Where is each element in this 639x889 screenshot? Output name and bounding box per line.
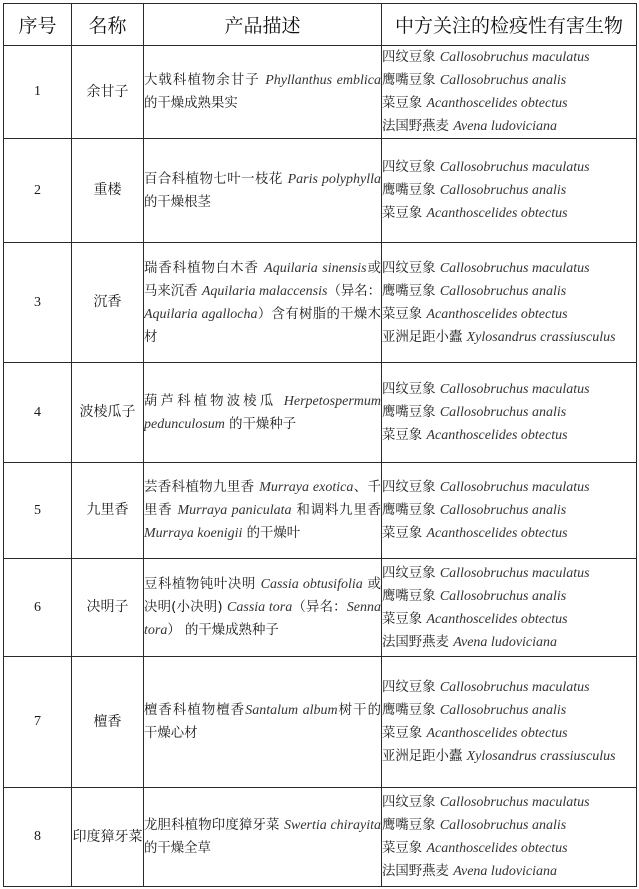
quarantine-pest-table <box>3 3 637 887</box>
description-text: （异名： <box>292 600 347 615</box>
pest-latin-name: Callosobruchus analis <box>439 818 567 833</box>
product-description-cell <box>144 243 382 363</box>
pest-item <box>382 257 636 280</box>
pest-item <box>382 378 636 401</box>
header-name: 名称 <box>72 4 144 46</box>
pest-chinese-name: 菜豆象 <box>382 611 423 627</box>
serial-number-cell: 6 <box>4 559 72 657</box>
pest-latin-name: Callosobruchus analis <box>439 405 567 420</box>
serial-number-cell: 5 <box>4 463 72 559</box>
product-name-cell: 重楼 <box>72 139 144 243</box>
pest-latin-name: Callosobruchus maculatus <box>439 382 590 397</box>
pest-chinese-name: 四纹豆象 <box>382 680 436 695</box>
pest-item <box>382 791 636 814</box>
header-product-description: 产品描述 <box>144 4 382 46</box>
product-name-cell: 九里香 <box>72 463 144 559</box>
serial-number-cell: 8 <box>4 788 72 887</box>
pest-latin-name: Callosobruchus analis <box>439 283 567 299</box>
description-text: 檀香科植物檀香 <box>144 703 246 718</box>
pest-chinese-name: 菜豆象 <box>382 428 423 443</box>
pest-latin-name: Xylosandrus crassiusculus <box>466 329 616 345</box>
quarantine-pests-cell <box>382 788 637 887</box>
serial-number-cell: 4 <box>4 363 72 463</box>
pest-item <box>382 202 636 225</box>
pest-item <box>382 424 636 447</box>
pest-latin-name: Callosobruchus maculatus <box>439 160 590 175</box>
pest-item <box>382 631 636 654</box>
pest-latin-name: Callosobruchus analis <box>439 73 567 88</box>
description-text: 瑞香科植物白木香 <box>144 260 265 276</box>
pest-item <box>382 860 636 883</box>
pest-chinese-name: 四纹豆象 <box>382 382 436 397</box>
description-text: 和调料九里香 <box>291 503 381 518</box>
product-name-cell: 檀香 <box>72 657 144 788</box>
description-text: 的干燥根茎 <box>144 194 211 210</box>
pest-latin-name: Callosobruchus analis <box>439 183 567 198</box>
table-row <box>4 363 637 463</box>
pest-item <box>382 608 636 631</box>
pest-chinese-name: 法国野燕麦 <box>382 634 449 650</box>
pest-item <box>382 722 636 745</box>
description-text: （异名： <box>327 283 381 299</box>
table-row <box>4 788 637 887</box>
description-text: 芸香科植物九里香 <box>144 480 260 495</box>
pest-chinese-name: 法国野燕麦 <box>382 119 449 134</box>
pest-chinese-name: 菜豆象 <box>382 96 423 111</box>
pest-item <box>382 522 636 545</box>
pest-latin-name: Acanthoscelides obtectus <box>426 726 568 741</box>
pest-item <box>382 499 636 522</box>
pest-latin-name: Callosobruchus maculatus <box>439 480 590 495</box>
latin-name: Murraya paniculata <box>177 503 292 518</box>
description-text: 大戟科植物余甘子 <box>144 73 266 88</box>
pest-chinese-name: 菜豆象 <box>382 206 423 221</box>
pest-latin-name: Acanthoscelides obtectus <box>426 841 568 856</box>
pest-latin-name: Callosobruchus maculatus <box>439 50 590 65</box>
table-row <box>4 463 637 559</box>
pest-chinese-name: 鹰嘴豆象 <box>382 703 436 718</box>
product-description-cell <box>144 46 382 139</box>
latin-name: Cassia tora <box>227 600 293 615</box>
pest-item <box>382 46 636 69</box>
description-text: ） 的干燥成熟种子 <box>167 623 279 638</box>
product-name-cell: 波棱瓜子 <box>72 363 144 463</box>
pest-latin-name: Avena ludoviciana <box>453 119 558 134</box>
latin-name: Paris polyphylla <box>287 171 381 187</box>
pest-item <box>382 156 636 179</box>
pest-latin-name: Avena ludoviciana <box>453 864 558 879</box>
description-text: 的干燥全草 <box>144 841 211 856</box>
pest-latin-name: Callosobruchus analis <box>439 588 567 604</box>
description-text: 百合科植物七叶一枝花 <box>144 171 288 187</box>
pest-latin-name: Xylosandrus crassiusculus <box>466 749 616 764</box>
latin-name: Aquilaria agallocha <box>144 306 258 322</box>
pest-latin-name: Callosobruchus analis <box>439 503 567 518</box>
pest-chinese-name: 菜豆象 <box>382 306 423 322</box>
latin-name: Senna tora <box>144 600 381 638</box>
pest-chinese-name: 鹰嘴豆象 <box>382 73 436 88</box>
pest-item <box>382 476 636 499</box>
table-row <box>4 139 637 243</box>
pest-chinese-name: 四纹豆象 <box>382 160 436 175</box>
product-name-cell: 余甘子 <box>72 46 144 139</box>
quarantine-pests-cell <box>382 139 637 243</box>
latin-name: Murraya exotica <box>259 480 354 495</box>
latin-name: Murraya koenigii <box>144 526 243 541</box>
pest-chinese-name: 法国野燕麦 <box>382 864 449 879</box>
serial-number-cell: 2 <box>4 139 72 243</box>
pest-chinese-name: 菜豆象 <box>382 841 423 856</box>
pest-chinese-name: 四纹豆象 <box>382 795 436 810</box>
product-name-cell: 印度獐牙菜 <box>72 788 144 887</box>
pest-chinese-name: 四纹豆象 <box>382 480 436 495</box>
pest-latin-name: Acanthoscelides obtectus <box>426 526 568 541</box>
pest-chinese-name: 亚洲足距小蠹 <box>382 329 463 345</box>
pest-item <box>382 562 636 585</box>
product-description-cell <box>144 363 382 463</box>
header-serial-number: 序号 <box>4 4 72 46</box>
latin-name: Phyllanthus emblica <box>265 73 381 88</box>
pest-chinese-name: 四纹豆象 <box>382 260 436 276</box>
pest-chinese-name: 亚洲足距小蠹 <box>382 749 463 764</box>
pest-chinese-name: 菜豆象 <box>382 526 423 541</box>
description-text: 的干燥种子 <box>224 416 297 432</box>
header-quarantine-pests: 中方关注的检疫性有害生物 <box>382 4 637 46</box>
pest-chinese-name: 四纹豆象 <box>382 50 436 65</box>
pest-item <box>382 699 636 722</box>
description-text: 树干的干燥心材 <box>144 703 382 741</box>
latin-name: Aquilaria sinensis <box>264 260 367 276</box>
description-text: 或决明(小决明) <box>144 577 381 615</box>
pest-item <box>382 585 636 608</box>
header-row <box>4 4 637 46</box>
description-text: 葫芦科植物波棱瓜 <box>144 393 284 409</box>
serial-number-cell: 3 <box>4 243 72 363</box>
pest-chinese-name: 四纹豆象 <box>382 565 436 581</box>
pest-chinese-name: 鹰嘴豆象 <box>382 818 436 833</box>
pest-latin-name: Acanthoscelides obtectus <box>426 611 568 627</box>
pest-item <box>382 837 636 860</box>
pest-item <box>382 280 636 303</box>
pest-item <box>382 401 636 424</box>
product-description-cell <box>144 463 382 559</box>
quarantine-pests-cell <box>382 363 637 463</box>
pest-latin-name: Callosobruchus maculatus <box>439 795 590 810</box>
product-description-cell <box>144 559 382 657</box>
description-text: ）含有树脂的干燥木材 <box>144 306 381 345</box>
table-row <box>4 657 637 788</box>
latin-name: Cassia obtusifolia <box>260 577 363 592</box>
pest-item <box>382 326 636 349</box>
pest-item <box>382 814 636 837</box>
pest-latin-name: Acanthoscelides obtectus <box>426 96 568 111</box>
pest-latin-name: Callosobruchus maculatus <box>439 680 590 695</box>
pest-latin-name: Acanthoscelides obtectus <box>426 306 568 322</box>
serial-number-cell: 1 <box>4 46 72 139</box>
pest-item <box>382 92 636 115</box>
quarantine-pests-cell <box>382 559 637 657</box>
table-row <box>4 46 637 139</box>
pest-item <box>382 115 636 138</box>
table-row <box>4 559 637 657</box>
description-text: 的干燥叶 <box>242 526 301 541</box>
pest-chinese-name: 菜豆象 <box>382 726 423 741</box>
product-name-cell: 沉香 <box>72 243 144 363</box>
pest-chinese-name: 鹰嘴豆象 <box>382 405 436 420</box>
quarantine-pests-cell <box>382 243 637 363</box>
table-row <box>4 243 637 363</box>
latin-name: Aquilaria malaccensis <box>201 283 328 299</box>
pest-latin-name: Callosobruchus maculatus <box>439 565 590 581</box>
description-text: 的干燥成熟果实 <box>144 96 238 111</box>
quarantine-pests-cell <box>382 463 637 559</box>
description-text: 龙胆科植物印度獐牙菜 <box>144 818 284 833</box>
pest-latin-name: Acanthoscelides obtectus <box>426 206 568 221</box>
pest-item <box>382 303 636 326</box>
product-name-cell: 决明子 <box>72 559 144 657</box>
pest-chinese-name: 鹰嘴豆象 <box>382 503 436 518</box>
pest-item <box>382 745 636 768</box>
pest-chinese-name: 鹰嘴豆象 <box>382 283 436 299</box>
serial-number-cell: 7 <box>4 657 72 788</box>
quarantine-pests-cell <box>382 657 637 788</box>
quarantine-pests-cell <box>382 46 637 139</box>
product-description-cell <box>144 657 382 788</box>
pest-latin-name: Callosobruchus maculatus <box>439 260 590 276</box>
pest-chinese-name: 鹰嘴豆象 <box>382 588 436 604</box>
latin-name: Herpetospermum pedunculosum <box>144 393 381 432</box>
pest-latin-name: Callosobruchus analis <box>439 703 567 718</box>
description-text: 或马来沉香 <box>144 260 381 299</box>
product-description-cell <box>144 788 382 887</box>
table-body <box>4 46 637 887</box>
description-text: 豆科植物钝叶决明 <box>144 577 261 592</box>
pest-item <box>382 179 636 202</box>
product-description-cell <box>144 139 382 243</box>
pest-item <box>382 69 636 92</box>
description-text: 、千里香 <box>144 480 381 518</box>
pest-chinese-name: 鹰嘴豆象 <box>382 183 436 198</box>
latin-name: Santalum album <box>245 703 338 718</box>
pest-latin-name: Acanthoscelides obtectus <box>426 428 568 443</box>
pest-latin-name: Avena ludoviciana <box>453 634 558 650</box>
pest-item <box>382 676 636 699</box>
latin-name: Swertia chirayita <box>284 818 381 833</box>
